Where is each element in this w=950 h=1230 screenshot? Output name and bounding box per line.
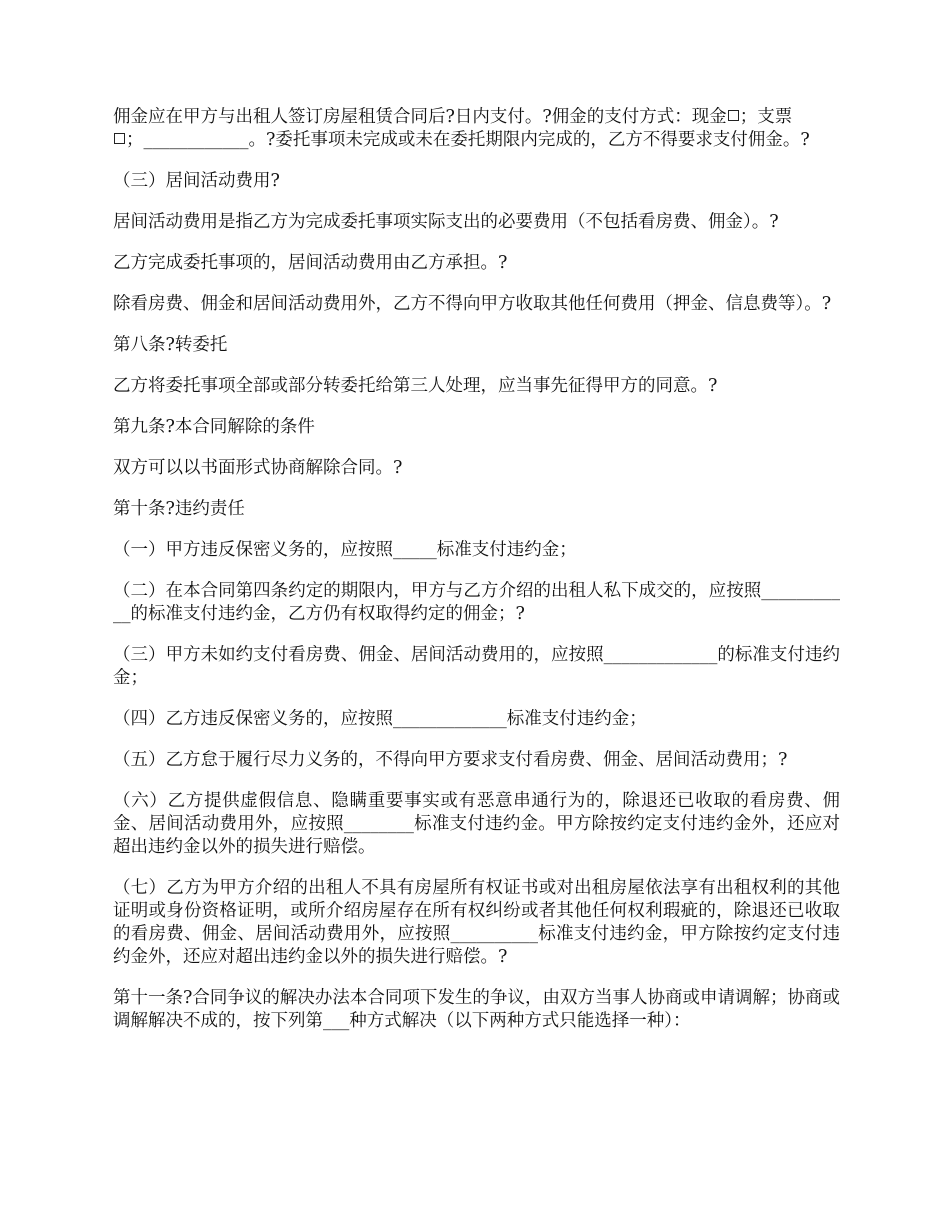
clause-10-5: （五）乙方怠于履行尽力义务的，不得向甲方要求支付看房费、佣金、居间活动费用；? <box>113 750 788 770</box>
checkbox-check-icon <box>114 133 125 144</box>
clause-10-4: （四）乙方违反保密义务的，应按照_____________标准支付违约金； <box>113 709 647 729</box>
paragraph-brokerage-fee-bearer: 乙方完成委托事项的，居间活动费用由乙方承担。? <box>113 253 508 273</box>
checkbox-cash-icon <box>728 110 739 121</box>
article-9-title: 第九条?本合同解除的条件 <box>113 417 315 437</box>
document-body <box>113 106 840 1051</box>
article-11-dispute-resolution: 第十一条?合同争议的解决办法本合同项下发生的争议，由双方当事人协商或申请调解；协商或调解解决不成的，按下列第___种方式解决（以下两种方式只能选择一种）： <box>113 988 840 1031</box>
paragraph-commission-payment <box>113 106 840 152</box>
clause-10-3: （三）甲方未如约支付看房费、佣金、居间活动费用的，应按照_____________的标准支付违约金； <box>113 645 840 688</box>
clause-10-1: （一）甲方违反保密义务的，应按照_____标准支付违约金； <box>113 540 577 560</box>
clause-10-6: （六）乙方提供虚假信息、隐瞒重要事实或有恶意串通行为的，除退还已收取的看房费、佣金、居间活动费用外，应按照________标准支付违约金。甲方除按约定支付违约金外，还应对超出违约金以外的损失进行赔偿。 <box>113 791 840 857</box>
paragraph-text: ；支票 <box>739 107 793 127</box>
clause-10-7: （七）乙方为甲方介绍的出租人不具有房屋所有权证书或对出租房屋依法享有出租权利的其他证明或身份资格证明，或所介绍房屋存在所有权纠纷或者其他任何权利瑕疵的，除退还已收取的看房费、佣金、居间活动费用外，应按照__________标准支付违约金，甲方除按约定支付违约金外，还应对超出违约金以外的损失进行赔偿。? <box>113 878 840 967</box>
paragraph-subdelegation: 乙方将委托事项全部或部分转委托给第三人处理，应当事先征得甲方的同意。? <box>113 376 718 396</box>
paragraph-heading-brokerage-fee: （三）居间活动费用? <box>113 171 280 191</box>
clause-10-2: （二）在本合同第四条约定的期限内，甲方与乙方介绍的出租人私下成交的，应按照___________的标准支付违约金，乙方仍有权取得约定的佣金；? <box>113 581 840 624</box>
paragraph-brokerage-fee-definition: 居间活动费用是指乙方为完成委托事项实际支出的必要费用（不包括看房费、佣金）。? <box>113 212 779 232</box>
paragraph-termination: 双方可以以书面形式协商解除合同。? <box>113 458 403 478</box>
paragraph-text: ；____________。?委托事项未完成或未在委托期限内完成的，乙方不得要求支付佣金。? <box>126 130 810 150</box>
paragraph-no-other-fees: 除看房费、佣金和居间活动费用外，乙方不得向甲方收取其他任何费用（押金、信息费等）。? <box>113 294 832 314</box>
article-8-title: 第八条?转委托 <box>113 335 228 355</box>
article-10-title: 第十条?违约责任 <box>113 499 245 519</box>
paragraph-text: 佣金应在甲方与出租人签订房屋租赁合同后?日内支付。?佣金的支付方式：现金 <box>113 107 727 127</box>
